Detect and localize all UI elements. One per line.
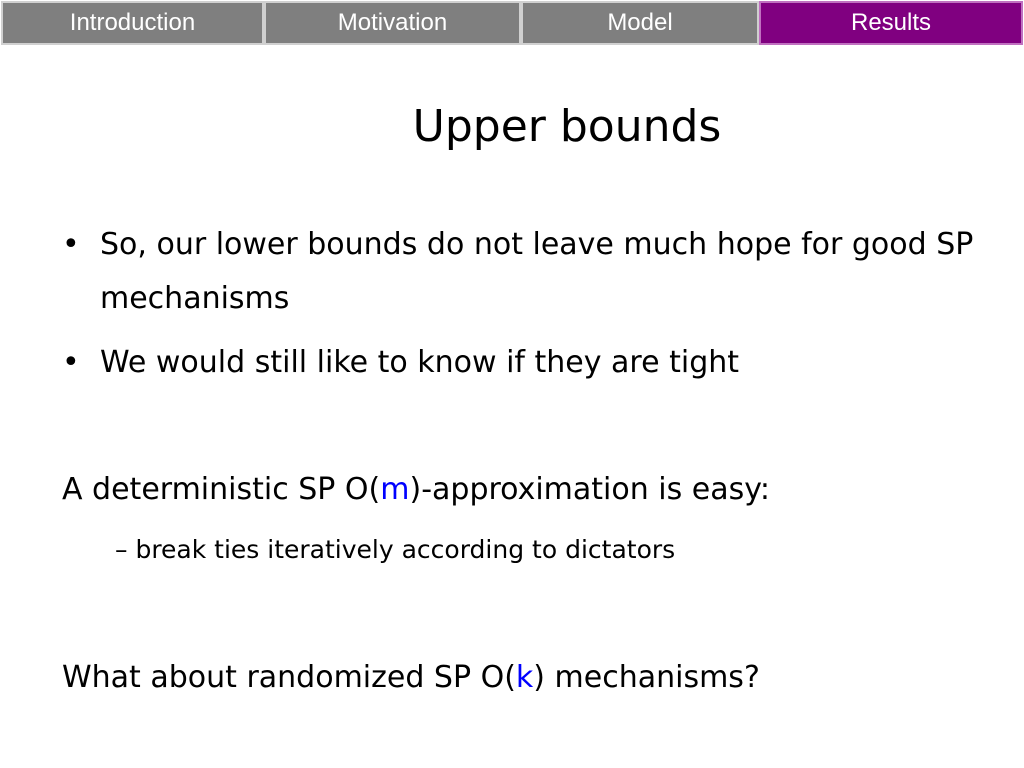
question-statement bbox=[62, 651, 760, 705]
bullet-list bbox=[62, 218, 982, 400]
bullet-marker: • bbox=[62, 227, 80, 262]
question-prefix: What about randomized SP O( bbox=[62, 660, 516, 695]
nav-tab-motivation[interactable] bbox=[264, 1, 521, 45]
nav-tab-label: Results bbox=[850, 9, 932, 36]
variable-k: k bbox=[515, 660, 534, 695]
bullet-text: So, our lower bounds do not leave much hope for good SP mechanisms bbox=[100, 227, 974, 316]
nav-tab-results[interactable] bbox=[759, 1, 1023, 45]
sub-item bbox=[115, 530, 675, 570]
section-nav-bar bbox=[0, 0, 1024, 48]
bullet-item bbox=[62, 218, 982, 326]
bullet-text: We would still like to know if they are tight bbox=[100, 345, 740, 380]
sub-item-marker: – bbox=[115, 535, 128, 564]
variable-m: m bbox=[380, 472, 410, 507]
nav-tab-label: Motivation bbox=[337, 9, 448, 36]
sub-item-text: break ties iteratively according to dictators bbox=[135, 535, 676, 564]
nav-tab-model[interactable] bbox=[521, 1, 759, 45]
statement-prefix: A deterministic SP O( bbox=[62, 472, 381, 507]
nav-tab-introduction[interactable] bbox=[1, 1, 264, 45]
slide-title: Upper bounds bbox=[412, 101, 722, 152]
deterministic-statement bbox=[62, 463, 770, 517]
bullet-item bbox=[62, 336, 982, 390]
statement-suffix: )-approximation is easy: bbox=[409, 472, 770, 507]
nav-tab-label: Introduction bbox=[69, 9, 196, 36]
bullet-marker: • bbox=[62, 345, 80, 380]
nav-tab-label: Model bbox=[607, 9, 673, 36]
question-suffix: ) mechanisms? bbox=[533, 660, 760, 695]
